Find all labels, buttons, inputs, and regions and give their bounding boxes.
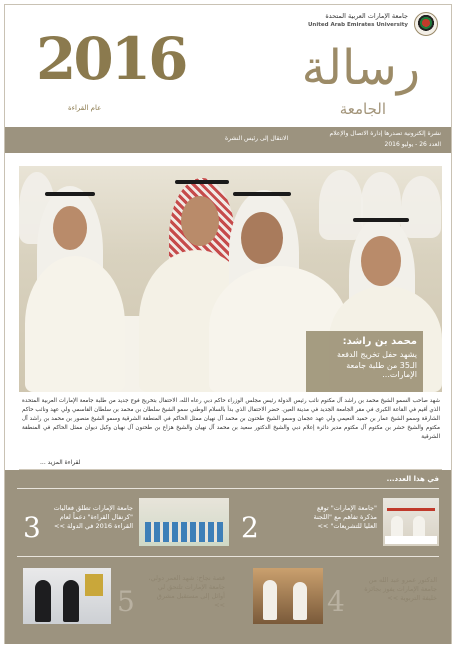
issue-number: العدد 26 - يوليو 2016 xyxy=(384,141,441,148)
banner-stripe xyxy=(387,508,435,511)
award-frame xyxy=(85,574,103,596)
attendee-figure xyxy=(401,176,441,238)
attendee-face xyxy=(241,212,283,264)
year-tag: عام القراءة xyxy=(68,104,102,112)
newsletter-title: رسالة xyxy=(301,40,420,96)
agal xyxy=(233,192,291,196)
item-5-text[interactable]: قصة نجاح: شهد العمر دولي، جامعة الإمارات تلتحق لي أوائل إلى مستقبل مشرق >> xyxy=(148,574,225,609)
attendee-figure xyxy=(319,170,363,240)
university-name-en: United Arab Emirates University xyxy=(307,22,408,28)
item-2-thumbnail[interactable] xyxy=(383,498,439,546)
item-4-thumbnail[interactable] xyxy=(253,568,323,624)
attendee-face xyxy=(361,236,401,286)
hero-caption[interactable] xyxy=(306,331,423,392)
signing-table xyxy=(385,536,437,544)
in-this-issue-title: في هذا العدد... xyxy=(386,475,439,483)
read-more-link[interactable]: لقراءة المزيد ... xyxy=(40,459,81,466)
item-4-text[interactable]: الدكتور عمرو عبد الله من جامعة الإمارات يفوز بجائزة خليفة التربوية >> xyxy=(364,576,437,602)
item-4-number: 4 xyxy=(327,585,345,618)
item-5-thumbnail[interactable] xyxy=(23,568,111,624)
person-figure xyxy=(293,582,307,620)
agal xyxy=(175,180,229,184)
newsletter-subtitle: الجامعة xyxy=(339,100,386,118)
person-figure xyxy=(263,580,277,620)
issue-publisher: نشرة إلكترونية تصدرها إدارة الاتصال والإعلام xyxy=(329,130,441,137)
person-figure xyxy=(63,580,79,622)
university-logo[interactable] xyxy=(288,12,438,36)
lead-article-text: شهد صاحب السمو الشيخ محمد بن راشد آل مكتوم نائب رئيس الدولة رئيس مجلس الوزراء حاكم دبي رعاه الله، الاحتفال بتخريج فوج جديد من طلبة جامعة الإمارات العربية المتحدة الذي أقيم في القاعة الكبرى في مقر الجامعة الجديد في مدينة العين. حضر الاحتفال الذي بدأ بالسلام الوطني سمو الشيخ سلطان بن محمد بن سلطان القاسمي ولي عهد ونائب حاكم الشارقة وسمو الشيخ عمار بن حميد النعيمي ولي عهد عجمان وسمو الشيخ طحنون بن محمد آل نهيان ممثل الحاكم في المنطقة الشرقية وسمو الشيخ منصور بن محمد بن راشد آل مكتوم والشيخ حشر بن مكتوم آل مكتوم مدير دائرة إعلام دبي والشيخ الدكتور سعيد بن محمد آل نهيان والشيخ هزاع بن طحنون آل نهيان وكيل ديوان ممثل الحاكم في المنطقة الشرقية xyxy=(22,398,440,440)
item-5-number: 5 xyxy=(117,585,135,618)
item-2-number: 2 xyxy=(241,511,259,544)
issue-info-bar xyxy=(5,127,451,153)
university-name-ar: جامعة الإمارات العربية المتحدة xyxy=(325,12,408,20)
person-figure xyxy=(35,580,51,622)
attendee-robe xyxy=(25,256,125,392)
attendee-face xyxy=(53,206,87,250)
divider xyxy=(17,556,439,557)
hero-caption-line1: يشهد حفل تخريج الدفعة xyxy=(337,350,417,359)
item-3-number: 3 xyxy=(23,511,41,544)
agal xyxy=(45,192,95,196)
divider xyxy=(17,488,439,489)
item-2-text[interactable]: "جامعة الإمارات" توقع مذكرة تفاهم مع "اللجنة العليا للتشريعات" >> xyxy=(313,504,377,530)
in-this-issue-section xyxy=(5,470,451,644)
students-group xyxy=(145,522,223,542)
item-3-text[interactable]: جامعة الإمارات تطلق فعاليات "كرنفال القراءة" دعماً لعام القراءة 2016 في الدولة >> xyxy=(53,504,133,530)
newsletter-home-link[interactable]: الانتقال إلى رئيس النشرة xyxy=(225,135,289,142)
hero-caption-name: محمد بن راشد: xyxy=(342,336,417,347)
hero-photo[interactable] xyxy=(19,166,442,392)
item-3-thumbnail[interactable] xyxy=(139,498,229,546)
year-of-reading-logo: 2016 xyxy=(36,25,186,93)
university-emblem-icon xyxy=(414,12,438,36)
agal xyxy=(353,218,409,222)
hero-caption-line2: الـ35 من طلبة جامعة الإمارات... xyxy=(346,361,417,379)
attendee-face xyxy=(181,196,219,246)
